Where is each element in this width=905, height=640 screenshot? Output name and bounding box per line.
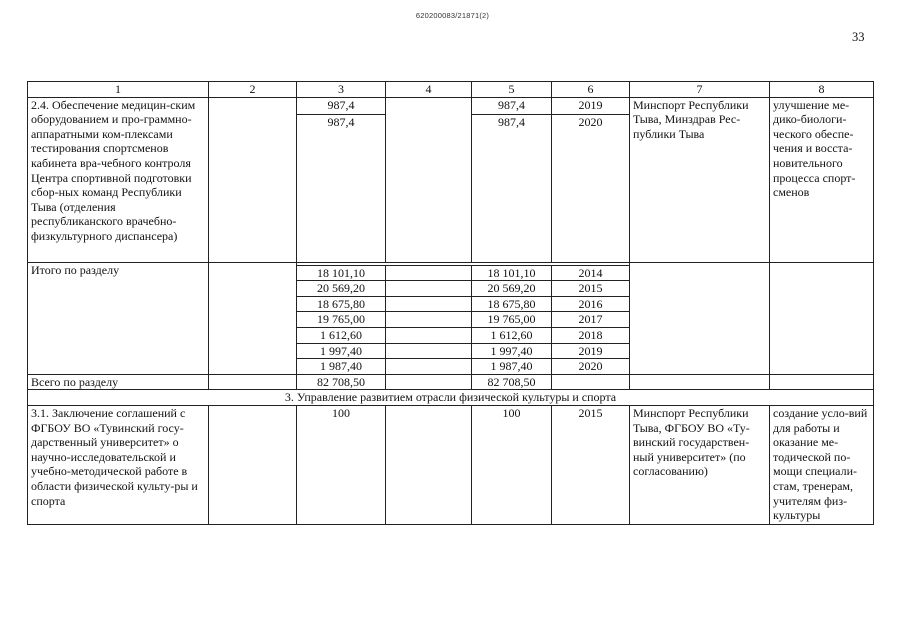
empty-cell [209,97,297,262]
empty-cell [386,97,472,262]
value-cell: 19 765,00 [297,312,386,328]
column-header-6: 6 [552,82,630,98]
total-value: 82 708,50 [472,374,552,390]
value-cell: 18 101,10 [297,265,386,281]
year-cell: 2014 [552,265,630,281]
page-number: 33 [852,30,865,44]
value-cell: 18 675,80 [472,296,552,312]
value-cell: 987,4 [297,97,386,114]
value-cell: 20 569,20 [297,281,386,297]
measure-3-1-result: создание усло-вий для работы и оказание ме-тодической по-мощи специали-стам, тренерам, учителям физ-культуры [770,405,874,524]
empty-cell [770,262,874,374]
year-cell: 2015 [552,405,630,524]
measure-3-1-name: 3.1. Заключение соглашений с ФГБОУ ВО «Тувинский госу-дарственный университет» о научно-исследовательской и учебно-методической работе в области физической культу-ры и спорта [28,405,209,524]
value-cell: 987,4 [472,97,552,114]
empty-cell [386,343,472,359]
program-table [27,81,874,525]
section-3-title: 3. Управление развитием отрасли физической культуры и спорта [28,390,874,406]
year-cell: 2020 [552,359,630,375]
value-cell: 20 569,20 [472,281,552,297]
year-cell: 2017 [552,312,630,328]
empty-cell [386,405,472,524]
measure-2-4-result: улучшение ме-дико-биологи-ческого обеспе-чения и восста-новительного процесса спорт-сменов [770,97,874,262]
subtotal-label: Итого по разделу [28,262,209,374]
year-cell: 2018 [552,327,630,343]
value-cell: 100 [297,405,386,524]
empty-cell [386,374,472,390]
measure-2-4-name: 2.4. Обеспечение медицин-ским оборудованием и про-граммно-аппаратными ком-плексами тестирования спортсменов кабинета вра-чебного контроля Центра спортивной подготовки сбор-ных команд Республики Тыва (отделения республиканского врачебно-физкультурного диспансера) [28,97,209,262]
value-cell: 987,4 [297,114,386,262]
total-row [28,374,874,390]
column-header-3: 3 [297,82,386,98]
value-cell: 18 675,80 [297,296,386,312]
year-cell: 2019 [552,343,630,359]
year-cell: 2016 [552,296,630,312]
total-value: 82 708,50 [297,374,386,390]
column-header-2: 2 [209,82,297,98]
year-cell: 2015 [552,281,630,297]
empty-cell [209,262,297,374]
empty-cell [630,374,770,390]
column-header-7: 7 [630,82,770,98]
value-cell: 1 612,60 [297,327,386,343]
empty-cell [209,405,297,524]
value-cell: 1 997,40 [472,343,552,359]
value-cell: 1 987,40 [297,359,386,375]
measure-2-4-executor: Минспорт Республики Тыва, Минздрав Рес-публики Тыва [630,97,770,262]
section-heading-row [28,390,874,406]
value-cell: 100 [472,405,552,524]
document-id: 620200083/21871(2) [415,11,490,20]
measure-3-1-executor: Минспорт Республики Тыва, ФГБОУ ВО «Ту-винский государствен-ный университет» (по согласованию) [630,405,770,524]
empty-cell [386,265,472,281]
value-cell: 19 765,00 [472,312,552,328]
empty-cell [770,374,874,390]
table-row [28,405,874,524]
empty-cell [630,262,770,374]
value-cell: 987,4 [472,114,552,262]
value-cell: 18 101,10 [472,265,552,281]
total-label: Всего по разделу [28,374,209,390]
year-cell: 2019 [552,97,630,114]
column-header-5: 5 [472,82,552,98]
value-cell: 1 612,60 [472,327,552,343]
value-cell: 1 997,40 [297,343,386,359]
empty-cell [552,374,630,390]
column-header-1: 1 [28,82,209,98]
column-header-4: 4 [386,82,472,98]
year-cell: 2020 [552,114,630,262]
empty-cell [386,281,472,297]
empty-cell [386,312,472,328]
empty-cell [209,374,297,390]
column-header-row [28,82,874,98]
column-header-8: 8 [770,82,874,98]
empty-cell [386,296,472,312]
empty-cell [386,327,472,343]
table-row [28,97,874,114]
empty-cell [386,359,472,375]
value-cell: 1 987,40 [472,359,552,375]
